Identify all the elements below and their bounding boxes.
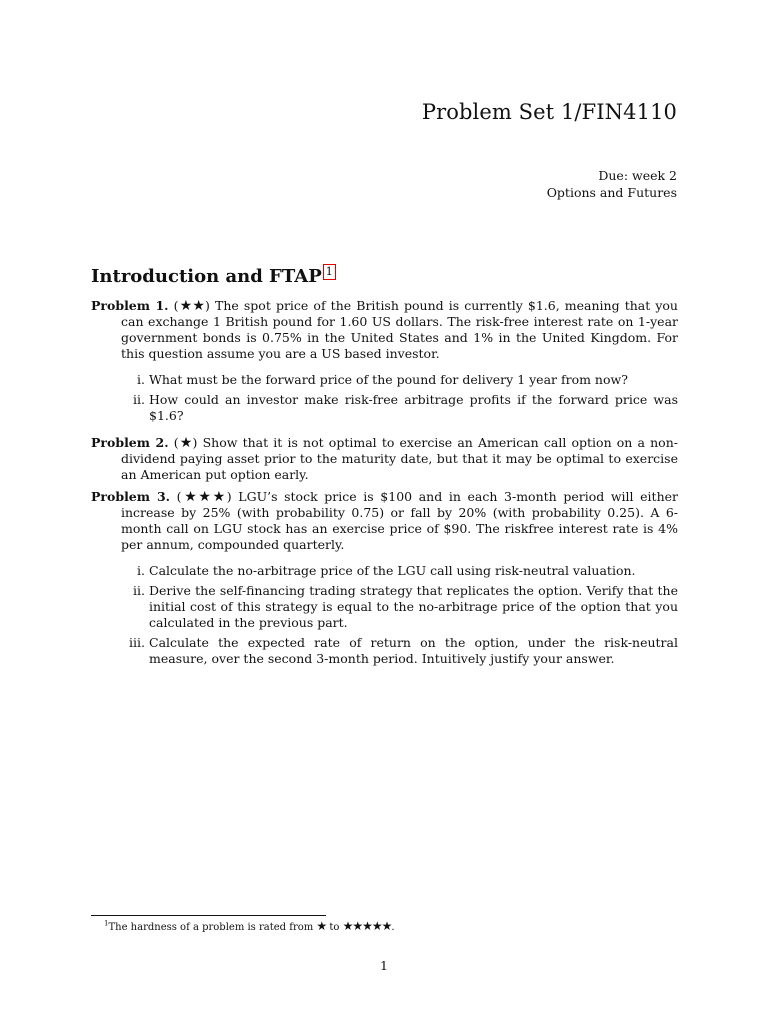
- problem-label: Problem 1.: [91, 298, 169, 313]
- section-title: Introduction and FTAP: [91, 266, 322, 287]
- section-heading: [91, 264, 336, 287]
- subquestion-text: Calculate the expected rate of return on the option, under the risk-neutral measure, over the second 3-month period. Intuitively justify your answer.: [149, 635, 678, 666]
- subquestion-list: [91, 563, 678, 667]
- page-number: 1: [380, 958, 388, 973]
- page-title: Problem Set 1/FIN4110: [421, 100, 677, 124]
- subquestion: [129, 635, 678, 667]
- subquestion-text: How could an investor make risk-free arbitrage profits if the forward price was $1.6?: [149, 392, 678, 423]
- subquestion-text: Derive the self-financing trading strategy that replicates the option. Verify that the initial cost of this strategy is equal to the no-arbitrage price of the option that you calculated in the previous part.: [149, 583, 678, 630]
- subquestion-number: ii.: [133, 392, 145, 407]
- min-star-icon: ★: [316, 919, 327, 933]
- problem-3: [91, 489, 678, 671]
- footnote-text-before: The hardness of a problem is rated from: [108, 922, 314, 933]
- subquestion: [133, 392, 678, 424]
- problem-label: Problem 2.: [91, 435, 169, 450]
- max-stars-icon: ★★★★★: [342, 919, 392, 933]
- footnote-number: 1: [104, 919, 109, 928]
- subquestion: [137, 563, 678, 579]
- difficulty-stars: ★★: [178, 298, 206, 314]
- subquestion: [133, 583, 678, 631]
- subquestion-number: iii.: [129, 635, 145, 650]
- subquestion-text: Calculate the no-arbitrage price of the LGU call using risk-neutral valuation.: [149, 563, 636, 578]
- problem-text: LGU’s stock price is $100 and in each 3-month period will either increase by 25% (with probability 0.75) or fall by 20% (with probability 0.25). A 6-month call on LGU stock has an exercise price of $90. The riskfree interest rate is 4% per annum, compounded quarterly.: [121, 489, 678, 552]
- problem-statement: Problem 1. (★★) The spot price of the British pound is currently $1.6, meaning that you can exchange 1 British pound for 1.60 US dollars. The risk-free interest rate on 1-year government bonds is 0.75% in the United States and 1% in the United Kingdom. For this question assume you are a US based investor.: [91, 298, 678, 361]
- subquestion-number: i.: [137, 372, 145, 387]
- course-name: Options and Futures: [546, 185, 677, 200]
- problem-statement: Problem 2. (★) Show that it is not optimal to exercise an American call option on a non-dividend paying asset prior to the maturity date, but that it may be optimal to exercise an American put option early.: [91, 435, 678, 482]
- problem-label: Problem 3.: [91, 489, 171, 504]
- footnote-text-mid: to: [329, 922, 340, 933]
- header-meta: [547, 167, 677, 201]
- subquestion-text: What must be the forward price of the pound for delivery 1 year from now?: [149, 372, 628, 387]
- subquestion-number: i.: [137, 563, 145, 578]
- problem-text: Show that it is not optimal to exercise an American call option on a non-dividend paying asset prior to the maturity date, but that it may be optimal to exercise an American put option early.: [121, 435, 678, 482]
- difficulty-stars: ★★★: [181, 489, 227, 505]
- problem-2: [91, 435, 678, 483]
- footnote-link[interactable]: 1: [323, 264, 336, 280]
- subquestion-list: [91, 372, 678, 424]
- footnote-divider: [91, 915, 326, 916]
- subquestion-number: ii.: [133, 583, 145, 598]
- subquestion: [137, 372, 678, 388]
- problem-statement: Problem 3. (★★★) LGU’s stock price is $100 and in each 3-month period will either increase by 25% (with probability 0.75) or fall by 20% (with probability 0.25). A 6-month call on LGU stock has an exercise price of $90. The riskfree interest rate is 4% per annum, compounded quarterly.: [91, 489, 678, 552]
- due-date: Due: week 2: [598, 168, 677, 183]
- footnote-text-after: .: [391, 922, 395, 933]
- footnote: [104, 919, 395, 933]
- difficulty-stars: ★: [178, 435, 193, 451]
- problem-1: [91, 298, 678, 428]
- problem-text: The spot price of the British pound is currently $1.6, meaning that you can exchange 1 British pound for 1.60 US dollars. The risk-free interest rate on 1-year government bonds is 0.75% in the United States and 1% in the United Kingdom. For this question assume you are a US based investor.: [121, 298, 678, 361]
